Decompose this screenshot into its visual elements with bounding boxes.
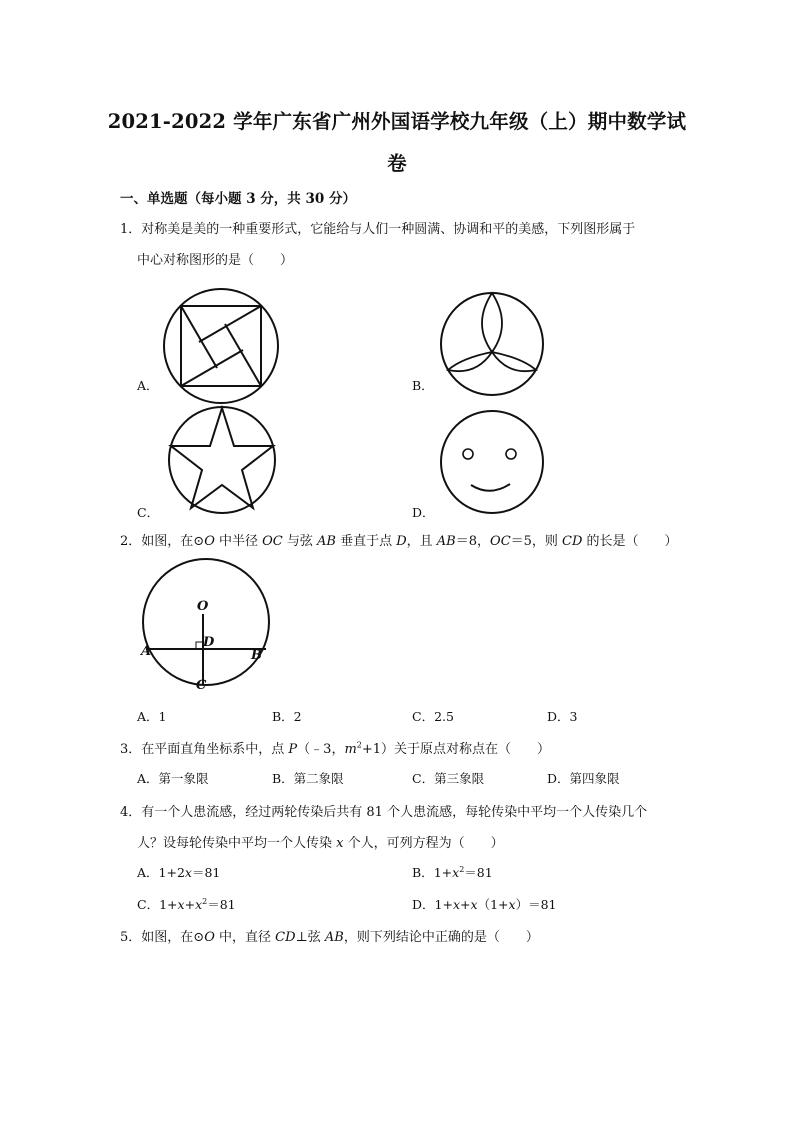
question-number: 2． (120, 534, 142, 549)
question-1-line1 (120, 218, 635, 237)
option-a-label[interactable]: A． (137, 378, 159, 393)
circle-outline (143, 559, 269, 685)
question-5-stem: 5．如图，在⊙O 中，直径 CD⊥弦 AB，则下列结论中正确的是（ ） (120, 930, 539, 945)
square-in-circle-icon (161, 286, 281, 406)
smiley-face-icon (438, 408, 546, 516)
question-number: 3． (120, 742, 142, 757)
page-title: 2021-2022 学年广东省广州外国语学校九年级（上）期中数学试 (107, 110, 687, 133)
question-2-stem: 2．如图，在⊙O 中半径 OC 与弦 AB 垂直于点 D，且 AB＝8，OC＝5，则 CD 的长是（ ） (120, 534, 678, 549)
label-c: C (196, 678, 207, 693)
question-1-line2: 中心对称图形的是（ ） (137, 253, 294, 268)
question-text: 对称美是美的一种重要形式，它能给与人们一种圆满、协调和平的美感，下列图形属于 (141, 222, 636, 237)
page-title-continued: 卷 (387, 152, 407, 175)
q3-option-d[interactable]: D．第四象限 (547, 771, 620, 786)
question-number: 1． (120, 222, 142, 237)
q2-option-a[interactable]: A．1 (137, 709, 167, 724)
q3-option-b[interactable]: B．第二象限 (272, 771, 344, 786)
question-4-line2: 人？设每轮传染中平均一个人传染 x 个人，可列方程为（ ） (137, 836, 504, 851)
q4-option-c[interactable]: C．$1+x+x^2=81$ (137, 896, 236, 912)
q3-option-a[interactable]: A．第一象限 (137, 771, 209, 786)
q4-option-d[interactable]: D．1+x+x（1+x）＝81 (412, 897, 557, 912)
question-3-stem: 3．在平面直角坐标系中，点 P（﹣3，$m^2+1$）关于原点对称点在（ ） (120, 740, 551, 757)
question-number: 4． (120, 805, 142, 820)
star-in-circle-icon (166, 404, 278, 516)
circle-chord-figure (140, 558, 280, 694)
label-d: D (203, 635, 215, 650)
q4-option-b[interactable]: B．$1+x^2=81$ (412, 864, 493, 880)
label-o: O (197, 599, 209, 614)
option-d-label[interactable]: D． (412, 505, 435, 520)
q3-option-c[interactable]: C．第三象限 (412, 771, 485, 786)
option-b-label[interactable]: B． (412, 378, 434, 393)
q2-option-c[interactable]: C．2.5 (412, 709, 454, 724)
question-4-line1: 4．有一个人患流感，经过两轮传染后共有 81 个人患流感，每轮传染中平均一个人传染几个 (120, 805, 648, 820)
question-number: 5． (120, 930, 142, 945)
label-a: A (141, 644, 152, 659)
three-arc-circle-icon (438, 290, 546, 398)
option-c-label[interactable]: C． (137, 505, 160, 520)
section-heading: 一、单选题（每小题 3 分，共 30 分） (120, 191, 356, 207)
right-angle-mark (196, 642, 203, 649)
q2-option-b[interactable]: B．2 (272, 709, 302, 724)
label-b: B (251, 648, 262, 663)
q2-option-d[interactable]: D．3 (547, 709, 578, 724)
q4-option-a[interactable]: A．1+2x＝81 (137, 865, 221, 880)
